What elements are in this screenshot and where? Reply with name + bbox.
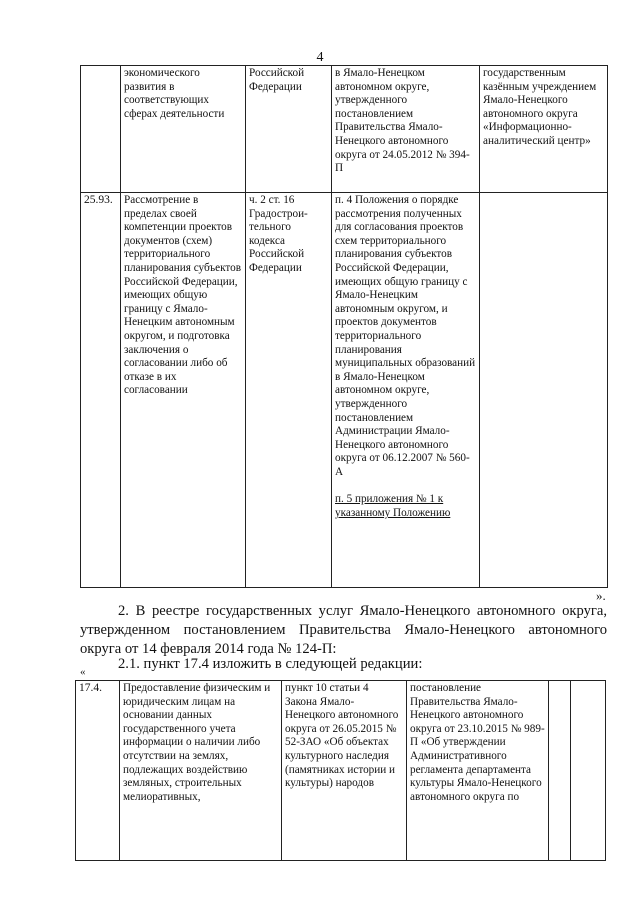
executor-cell <box>480 193 608 588</box>
legal-basis-cell: пункт 10 статьи 4 Закона Ямало-Ненецкого автономного округа от 26.05.2015 № 52-ЗАО «Об объектах культурного наследия (памятниках истории и культуры) народов <box>282 681 407 861</box>
legal-basis-cell: Российской Федерации <box>246 66 332 193</box>
regulation-paragraph: п. 4 Положения о порядке рассмотрения полученных для согласования проектов схем территориального планирования субъектов Российской Федерации, имеющих общую границу с Ямало-Ненецким автономным округом, и проектов документов территориального планирования муниципальных образований в Ямало-Ненецком автономном округе, утвержденного постановлением Администрации Ямало-Ненецкого автономного округа от 06.12.2007 № 560-А <box>335 194 476 478</box>
service-name-cell: Предоставление физическим и юридическим лицам на основании данных государственного учета информации о наличии либо отсутствии на землях, подлежащих воздействию земляных, строительных мелиоративных, <box>120 681 282 861</box>
row-number-cell: 17.4. <box>76 681 120 861</box>
paragraph-2: 2. В реестре государственных услуг Ямало-Ненецкого автономного округа, утвержденном постановлением Правительства Ямало-Ненецкого автономного округа от 14 февраля 2014 года № 124-П: <box>80 603 607 657</box>
regulation-cell: в Ямало-Ненецком автономном округе, утвержденного постановлением Правительства Ямало-Ненецкого автономного округа от 24.05.2012 № 394-П <box>332 66 480 193</box>
table-row <box>81 66 608 193</box>
regulation-cell: постановление Правительства Ямало-Ненецкого автономного округа от 23.10.2015 № 989-П «Об утверждении Административного регламента департамента культуры Ямало-Ненецкого автономного округа по <box>407 681 549 861</box>
services-table-continuation <box>80 65 608 588</box>
page-number: 4 <box>316 50 324 65</box>
regulation-cell <box>332 193 480 588</box>
row-number-cell: 25.93. <box>81 193 121 588</box>
legal-basis-cell: ч. 2 ст. 16 Градострои-тельного кодекса Российской Федерации <box>246 193 332 588</box>
executor-cell: государственным казённым учреждением Ямало-Ненецкого автономного округа «Информационно-аналитический центр» <box>480 66 608 193</box>
table-row <box>81 193 608 588</box>
opening-quote: « <box>80 666 86 678</box>
row-number-cell <box>81 66 121 193</box>
regulation-paragraph: п. 5 приложения № 1 к указанному Положению <box>335 493 451 520</box>
closing-quote: ». <box>596 588 606 603</box>
services-registry-table <box>75 680 606 861</box>
paragraph-2-1: 2.1. пункт 17.4 изложить в следующей редакции: <box>118 656 423 672</box>
empty-cell <box>571 681 606 861</box>
service-name-cell: экономического развития в соответствующих сферах деятельности <box>121 66 246 193</box>
empty-cell <box>549 681 571 861</box>
table-row <box>76 681 606 861</box>
service-name-cell: Рассмотрение в пределах своей компетенции проектов документов (схем) территориального планирования субъектов Российской Федерации, имеющих общую границу с Ямало-Ненецким автономным округом, и подготовка заключения о согласовании либо об отказе в их согласовании <box>121 193 246 588</box>
